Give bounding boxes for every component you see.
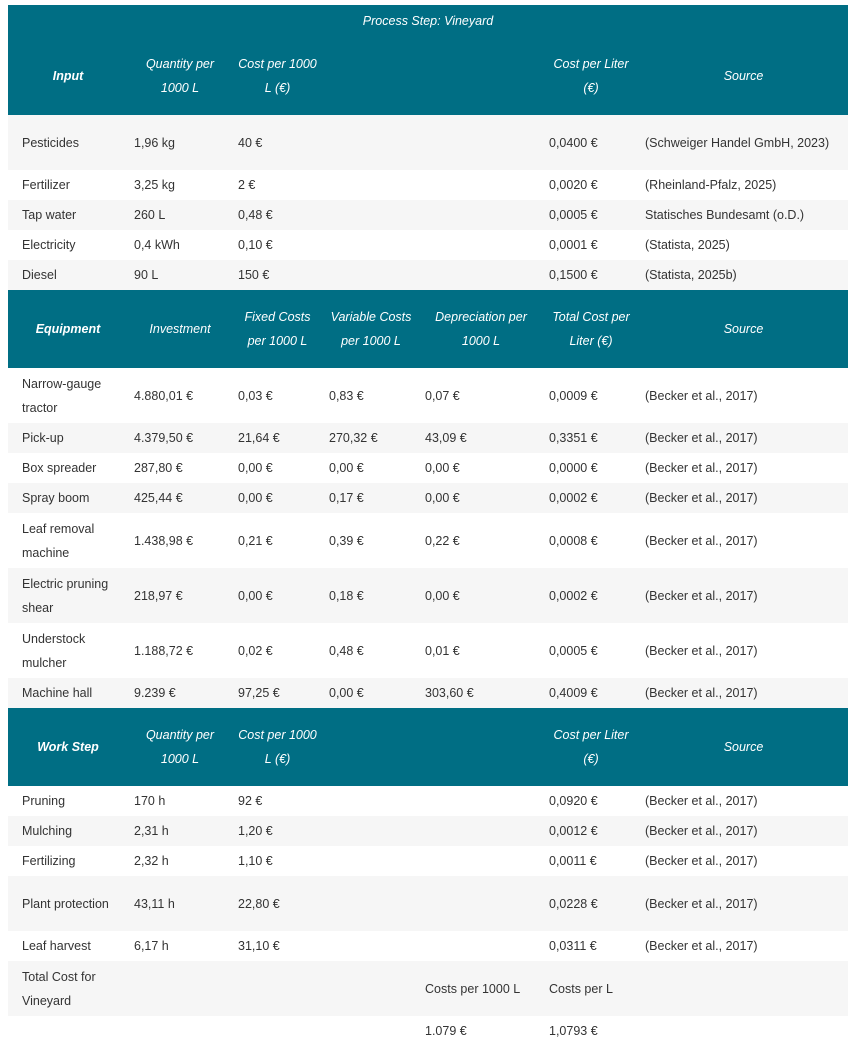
table-caption: Process Step: Vineyard [8, 5, 848, 37]
table-cell: 0,0009 € [549, 388, 598, 403]
column-header [323, 37, 419, 115]
table-cell: 0,1500 € [543, 260, 639, 290]
table-cell: 0,39 € [329, 533, 364, 548]
table-cell: (Schweiger Handel GmbH, 2023) [639, 115, 848, 170]
table-cell [419, 931, 543, 961]
table-cell: 0,0020 € [549, 178, 598, 192]
column-header: Equipment [8, 290, 128, 368]
column-header: Fixed Costs per 1000 L [232, 290, 323, 368]
column-header: Quantity per 1000 L [128, 37, 232, 115]
table-cell [639, 961, 848, 1016]
table-cell [419, 876, 543, 931]
table-cell [323, 961, 419, 1016]
column-header: Input [8, 37, 128, 115]
table-cell: Electric pruning shear [8, 568, 128, 623]
total-value-row [8, 1016, 848, 1046]
table-cell [8, 1016, 128, 1046]
column-header: Investment [128, 290, 232, 368]
table-row [8, 786, 848, 816]
table-cell: Mulching [8, 816, 128, 846]
table-cell [323, 200, 419, 230]
table-cell: 0,00 € [419, 568, 543, 623]
table-cell: 170 h [134, 794, 166, 808]
table-row [8, 816, 848, 846]
table-cell [232, 961, 323, 1016]
table-cell: (Becker et al., 2017) [645, 643, 758, 658]
table-cell: 0,0311 € [549, 939, 597, 953]
table-cell: Tap water [8, 200, 128, 230]
table-cell: 0,21 € [238, 533, 273, 548]
table-cell: Costs per 1000 L [419, 961, 543, 1016]
total-label-row [8, 961, 848, 1016]
table-cell: 1,20 € [232, 816, 323, 846]
table-cell: 0,00 € [323, 678, 419, 708]
table-cell: 43,09 € [419, 423, 543, 453]
table-cell: (Rheinland-Pfalz, 2025) [645, 178, 777, 192]
table-cell [419, 200, 543, 230]
column-header [323, 708, 419, 786]
table-cell: 0,0000 € [549, 461, 598, 475]
column-header: Variable Costs per 1000 L [323, 290, 419, 368]
column-header: Total Cost per Liter (€) [543, 290, 639, 368]
table-cell: 425,44 € [128, 483, 232, 513]
table-cell: 40 € [232, 115, 323, 170]
table-cell: 1,0793 € [549, 1024, 598, 1038]
table-cell: 0,4009 € [543, 678, 639, 708]
table-cell: 0,0005 € [549, 643, 598, 658]
table-cell: 0,00 € [232, 568, 323, 623]
table-cell: 1,96 kg [128, 115, 232, 170]
table-cell: (Becker et al., 2017) [639, 876, 848, 931]
section-header-row [8, 708, 848, 786]
table-row [8, 568, 848, 623]
column-header: Cost per 1000 L (€) [232, 708, 323, 786]
table-cell: 2 € [238, 178, 256, 192]
table-cell: 92 € [238, 794, 263, 808]
table-row [8, 483, 848, 513]
table-cell: 0,0011 € [549, 854, 597, 868]
table-cell [419, 846, 543, 876]
table-cell: Leaf removal machine [22, 521, 95, 560]
table-row [8, 423, 848, 453]
table-cell: 4.880,01 € [134, 388, 194, 403]
table-cell: 0,48 € [232, 200, 323, 230]
table-cell: 0,0005 € [543, 200, 639, 230]
table-cell: 260 L [128, 200, 232, 230]
table-cell: 0,0001 € [549, 238, 598, 252]
cost-table [8, 5, 848, 1046]
table-cell: 22,80 € [232, 876, 323, 931]
table-cell [419, 260, 543, 290]
table-cell: 0,0002 € [543, 568, 639, 623]
table-cell: Plant protection [8, 876, 128, 931]
table-cell [419, 170, 543, 200]
table-cell: 0,0012 € [543, 816, 639, 846]
table-cell: 31,10 € [238, 939, 280, 953]
table-cell: 0,01 € [425, 643, 460, 658]
table-cell: (Becker et al., 2017) [645, 461, 758, 475]
table-cell: (Becker et al., 2017) [639, 568, 848, 623]
table-cell: Pruning [22, 794, 66, 808]
table-cell [419, 816, 543, 846]
table-cell: (Becker et al., 2017) [645, 794, 758, 808]
column-header [419, 37, 543, 115]
table-cell: Costs per L [543, 961, 639, 1016]
table-cell [323, 846, 419, 876]
column-header: Source [639, 37, 848, 115]
table-row [8, 453, 848, 483]
table-cell: 6,17 h [134, 939, 169, 953]
table-row [8, 623, 848, 678]
column-header: Depreciation per 1000 L [419, 290, 543, 368]
table-cell: 0,4 kWh [134, 238, 180, 252]
table-cell: 2,31 h [128, 816, 232, 846]
table-cell: Box spreader [22, 461, 97, 475]
table-cell: 0,00 € [238, 461, 273, 475]
table-cell [323, 260, 419, 290]
table-cell: 21,64 € [232, 423, 323, 453]
table-row [8, 368, 848, 423]
table-cell: 0,10 € [238, 238, 273, 252]
table-cell: 303,60 € [419, 678, 543, 708]
table-cell [128, 961, 232, 1016]
table-caption-row [8, 5, 848, 37]
table-row [8, 170, 848, 200]
table-cell: 0,83 € [329, 388, 364, 403]
table-cell [323, 170, 419, 200]
table-cell: Fertilizing [22, 854, 76, 868]
table-cell: Statisches Bundesamt (o.D.) [639, 200, 848, 230]
table-row [8, 115, 848, 170]
table-cell: 0,0400 € [543, 115, 639, 170]
table-cell [323, 931, 419, 961]
table-row [8, 230, 848, 260]
table-row [8, 931, 848, 961]
table-cell: 0,00 € [329, 461, 364, 475]
table-cell: (Becker et al., 2017) [639, 423, 848, 453]
section-header-row [8, 37, 848, 115]
table-cell [323, 1016, 419, 1046]
table-cell: 270,32 € [323, 423, 419, 453]
table-cell: 0,0008 € [549, 533, 598, 548]
column-header: Cost per 1000 L (€) [232, 37, 323, 115]
table-cell: Pesticides [8, 115, 128, 170]
table-cell: 287,80 € [134, 461, 183, 475]
table-cell: 0,48 € [329, 643, 364, 658]
table-cell [232, 1016, 323, 1046]
table-row [8, 513, 848, 568]
table-cell: 2,32 h [134, 854, 169, 868]
table-cell: 0,0002 € [543, 483, 639, 513]
table-cell: 0,17 € [323, 483, 419, 513]
table-cell: (Becker et al., 2017) [645, 854, 758, 868]
table-cell: Machine hall [8, 678, 128, 708]
table-cell: 0,02 € [238, 643, 273, 658]
table-cell: (Becker et al., 2017) [645, 533, 758, 548]
table-cell: Narrow-gauge tractor [22, 376, 102, 415]
table-cell [128, 1016, 232, 1046]
table-cell: Spray boom [8, 483, 128, 513]
table-cell [323, 115, 419, 170]
table-cell [419, 786, 543, 816]
table-cell: 0,3351 € [543, 423, 639, 453]
table-cell: (Becker et al., 2017) [639, 483, 848, 513]
table-row [8, 260, 848, 290]
table-cell: 150 € [232, 260, 323, 290]
table-row [8, 200, 848, 230]
table-cell: 1,10 € [238, 854, 273, 868]
table-cell: 90 L [128, 260, 232, 290]
table-cell: 1.188,72 € [134, 643, 194, 658]
table-cell: 0,0228 € [543, 876, 639, 931]
table-cell: 0,00 € [425, 461, 460, 475]
table-cell: 218,97 € [128, 568, 232, 623]
table-row [8, 846, 848, 876]
table-cell: Leaf harvest [22, 939, 91, 953]
table-row [8, 876, 848, 931]
table-cell: Total Cost for Vineyard [8, 961, 128, 1016]
table-cell: 1.438,98 € [134, 533, 194, 548]
table-cell: Fertilizer [22, 178, 70, 192]
table-cell: (Statista, 2025) [645, 238, 730, 252]
table-cell: 0,07 € [425, 388, 460, 403]
table-cell: 0,0920 € [549, 794, 598, 808]
table-cell [639, 1016, 848, 1046]
table-cell: 9.239 € [128, 678, 232, 708]
column-header: Work Step [8, 708, 128, 786]
table-cell: 97,25 € [232, 678, 323, 708]
table-cell: 0,03 € [238, 388, 273, 403]
table-row [8, 678, 848, 708]
table-cell [323, 816, 419, 846]
table-cell: Pick-up [8, 423, 128, 453]
column-header: Quantity per 1000 L [128, 708, 232, 786]
section-header-row [8, 290, 848, 368]
table-cell [323, 230, 419, 260]
table-cell: (Becker et al., 2017) [639, 678, 848, 708]
table-cell: 0,18 € [323, 568, 419, 623]
table-cell: (Statista, 2025b) [639, 260, 848, 290]
table-cell: 4.379,50 € [128, 423, 232, 453]
table-cell: 0,22 € [425, 533, 460, 548]
table-cell: 1.079 € [425, 1024, 467, 1038]
table-cell: 0,00 € [232, 483, 323, 513]
table-cell: (Becker et al., 2017) [645, 388, 758, 403]
column-header: Cost per Liter (€) [543, 708, 639, 786]
table-cell [323, 786, 419, 816]
table-cell [419, 115, 543, 170]
table-cell: 3,25 kg [134, 178, 176, 192]
column-header [419, 708, 543, 786]
column-header: Cost per Liter (€) [543, 37, 639, 115]
column-header: Source [639, 290, 848, 368]
table-cell: Understock mulcher [22, 631, 86, 670]
table-cell: (Becker et al., 2017) [639, 816, 848, 846]
table-cell: 43,11 h [128, 876, 232, 931]
table-cell: 0,00 € [419, 483, 543, 513]
column-header: Source [639, 708, 848, 786]
table-cell: Electricity [22, 238, 76, 252]
table-cell: (Becker et al., 2017) [645, 939, 758, 953]
table-cell [419, 230, 543, 260]
table-cell [323, 876, 419, 931]
table-cell: Diesel [8, 260, 128, 290]
